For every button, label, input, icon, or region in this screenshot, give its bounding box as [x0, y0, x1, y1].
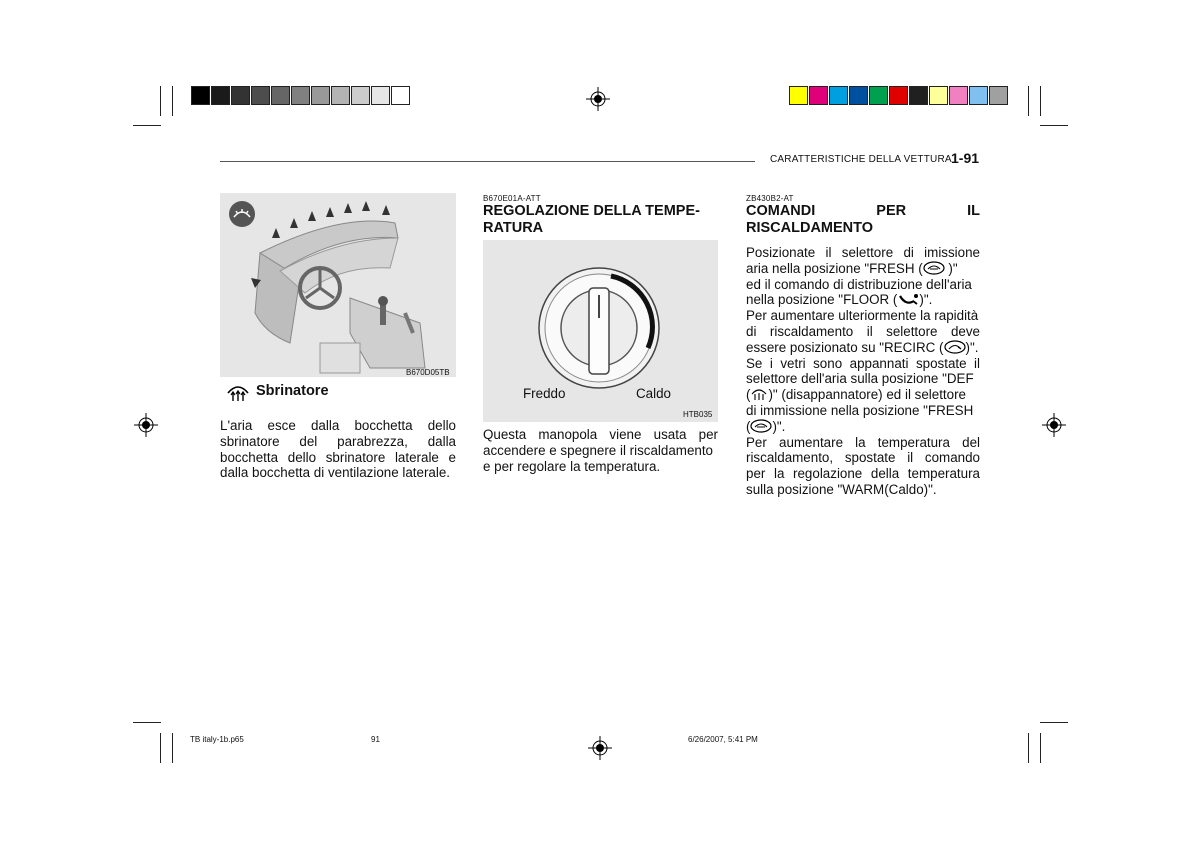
temperature-knob-drawing [483, 240, 718, 422]
color-swatch [929, 86, 948, 105]
text-run: )". [919, 292, 933, 308]
body-line: selettore dell'aria sulla posizione "DEF [746, 371, 974, 387]
text-run: ( [746, 387, 751, 403]
image-caption: B670D05TB [406, 368, 450, 377]
text-run: )". [772, 418, 786, 434]
heading-line: RATURA [483, 220, 544, 236]
body-line: sulla posizione "WARM(Caldo)". [746, 481, 937, 497]
col3-body [746, 245, 980, 498]
body-line: Se i vetri sono appannati spostate il [746, 355, 980, 371]
section-code: B670E01A-ATT [483, 194, 541, 203]
footer-page: 91 [371, 735, 380, 744]
color-swatch [211, 86, 230, 105]
header-rule [220, 161, 755, 162]
color-swatch [889, 86, 908, 105]
body-line [746, 340, 980, 356]
fresh-air-icon [750, 419, 772, 433]
color-swatch [311, 86, 330, 105]
color-swatch [869, 86, 888, 105]
color-swatch [351, 86, 370, 105]
page-number: 1-91 [951, 150, 980, 166]
color-swatch [331, 86, 350, 105]
section-heading [746, 203, 980, 237]
registration-mark-bottom [588, 736, 612, 760]
color-swatch [271, 86, 290, 105]
section-code: ZB430B2-AT [746, 194, 794, 203]
body-line [746, 387, 980, 403]
body-line: Posizionate il selettore di imissione [746, 245, 980, 260]
body-line: Per aumentare ulteriormente la rapidità [746, 308, 979, 324]
color-swatch [391, 86, 410, 105]
color-swatch [949, 86, 968, 105]
body-line: L'aria esce dalla bocchetta dello [220, 418, 456, 433]
defroster-dashboard-illustration [220, 193, 456, 377]
body-line: bocchetta dello sbrinatore laterale e [220, 449, 456, 465]
color-swatch [849, 86, 868, 105]
text-run: )" (disappannatore) ed il selettore [768, 387, 967, 403]
registration-mark-right [1042, 413, 1066, 437]
knob-label-warm: Caldo [636, 386, 671, 401]
temperature-knob-illustration [483, 240, 718, 422]
floor-mode-icon [897, 292, 919, 306]
color-swatch [829, 86, 848, 105]
image-caption: HTB035 [683, 410, 713, 419]
heading-line: REGOLAZIONE DELLA TEMPE- [483, 203, 700, 219]
body-line: sbrinatore del parabrezza, dalla [220, 433, 456, 449]
color-swatch [251, 86, 270, 105]
text-run: ( [746, 418, 751, 434]
body-line: di immissione nella posizione "FRESH [746, 402, 974, 418]
body-line: riscaldamento, spostate il comando [746, 450, 980, 466]
registration-mark-left [134, 413, 158, 437]
body-line: e per regolare la temperatura. [483, 458, 661, 474]
body-line: dalla bocchetta di ventilazione laterale. [220, 465, 451, 481]
knob-label-cold: Freddo [523, 386, 566, 401]
heading-word: COMANDI [746, 203, 816, 219]
subheading-sbrinatore: Sbrinatore [256, 383, 329, 399]
text-run: essere posizionato su "RECIRC ( [746, 339, 944, 355]
defrost-icon [750, 387, 768, 401]
text-run: )" [944, 260, 958, 276]
heading-line: RISCALDAMENTO [746, 220, 874, 236]
recirculation-icon [944, 340, 966, 354]
body-line: per la regolazione della temperatura [746, 466, 980, 482]
fresh-air-icon [923, 261, 945, 275]
col1-body [220, 418, 456, 481]
color-swatch [969, 86, 988, 105]
color-swatch [909, 86, 928, 105]
color-swatch [789, 86, 808, 105]
body-line [746, 419, 980, 435]
heading-word: IL [967, 203, 980, 219]
footer-filename: TB italy-1b.p65 [190, 735, 244, 744]
text-run: nella posizione "FLOOR ( [746, 292, 898, 308]
text-run: )". [965, 339, 979, 355]
color-swatch [989, 86, 1008, 105]
color-swatch [371, 86, 390, 105]
heading-word: PER [876, 203, 907, 219]
color-swatch [231, 86, 250, 105]
body-line [746, 261, 980, 277]
section-title: CARATTERISTICHE DELLA VETTURA [770, 154, 952, 165]
col2-body [483, 427, 718, 474]
body-line [746, 292, 980, 308]
body-line: Questa manopola viene usata per [483, 427, 718, 442]
defrost-icon [225, 383, 251, 403]
dashboard-drawing [220, 193, 456, 377]
registration-mark-top [586, 87, 610, 111]
section-heading [483, 203, 700, 237]
body-line: ed il comando di distribuzione dell'aria [746, 276, 972, 292]
color-swatch [291, 86, 310, 105]
footer-datetime: 6/26/2007, 5:41 PM [688, 735, 758, 744]
color-swatch [191, 86, 210, 105]
heading-line [746, 203, 980, 220]
body-line: di riscaldamento il selettore deve [746, 323, 980, 339]
text-run: aria nella posizione "FRESH ( [746, 260, 923, 276]
body-line: accendere e spegnere il riscaldamento [483, 442, 714, 458]
body-line: Per aumentare la temperatura del [746, 434, 980, 450]
color-swatch [809, 86, 828, 105]
